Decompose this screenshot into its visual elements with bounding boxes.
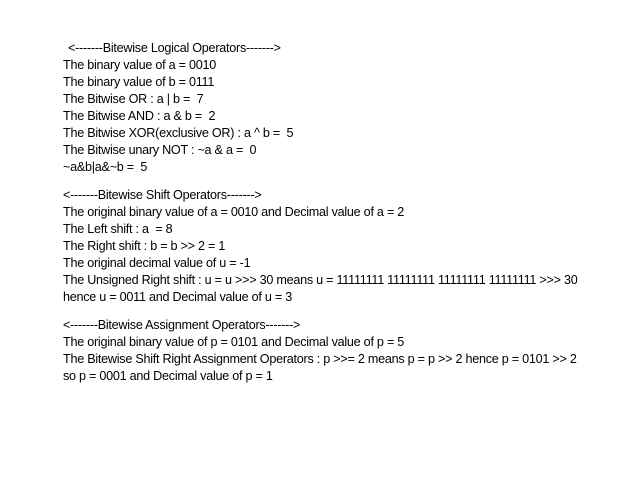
binary-value-a-line: The binary value of a = 0010 [63, 58, 216, 72]
bitwise-or-line: The Bitwise OR : a | b = 7 [63, 92, 204, 106]
shift-right-assignment-line: The Bitewise Shift Right Assignment Operators : p >>= 2 means p = p >> 2 hence p = 0101 >> 2 so p = 0001 and Decimal value of p = 1 [63, 352, 577, 383]
section-spacer [63, 306, 583, 317]
shift-operators-heading: <-------Bitewise Shift Operators-------> [63, 188, 262, 202]
logical-operators-heading: <-------Bitewise Logical Operators-------> [68, 41, 281, 55]
combined-expression-line: ~a&b|a&~b = 5 [63, 160, 148, 174]
unsigned-right-shift-line: The Unsigned Right shift : u = u >>> 30 means u = 11111111 11111111 11111111 11111111 >>> 30 hence u = 0011 and Decimal value of u = 3 [63, 273, 578, 304]
left-shift-line: The Left shift : a = 8 [63, 222, 173, 236]
assignment-operators-heading: <-------Bitewise Assignment Operators-------> [63, 318, 301, 332]
slide-body [63, 40, 583, 385]
bitwise-and-line: The Bitwise AND : a & b = 2 [63, 109, 216, 123]
original-value-a-line: The original binary value of a = 0010 and Decimal value of a = 2 [63, 205, 405, 219]
bitwise-not-line: The Bitwise unary NOT : ~a & a = 0 [63, 143, 257, 157]
bitwise-xor-line: The Bitwise XOR(exclusive OR) : a ^ b = 5 [63, 126, 294, 140]
original-value-u-line: The original decimal value of u = -1 [63, 256, 251, 270]
binary-value-b-line: The binary value of b = 0111 [63, 75, 215, 89]
shift-operators-section [63, 187, 583, 306]
assignment-operators-section [63, 317, 583, 385]
section-spacer [63, 176, 583, 187]
right-shift-line: The Right shift : b = b >> 2 = 1 [63, 239, 226, 253]
logical-operators-section [63, 40, 583, 176]
original-value-p-line: The original binary value of p = 0101 and Decimal value of p = 5 [63, 335, 405, 349]
